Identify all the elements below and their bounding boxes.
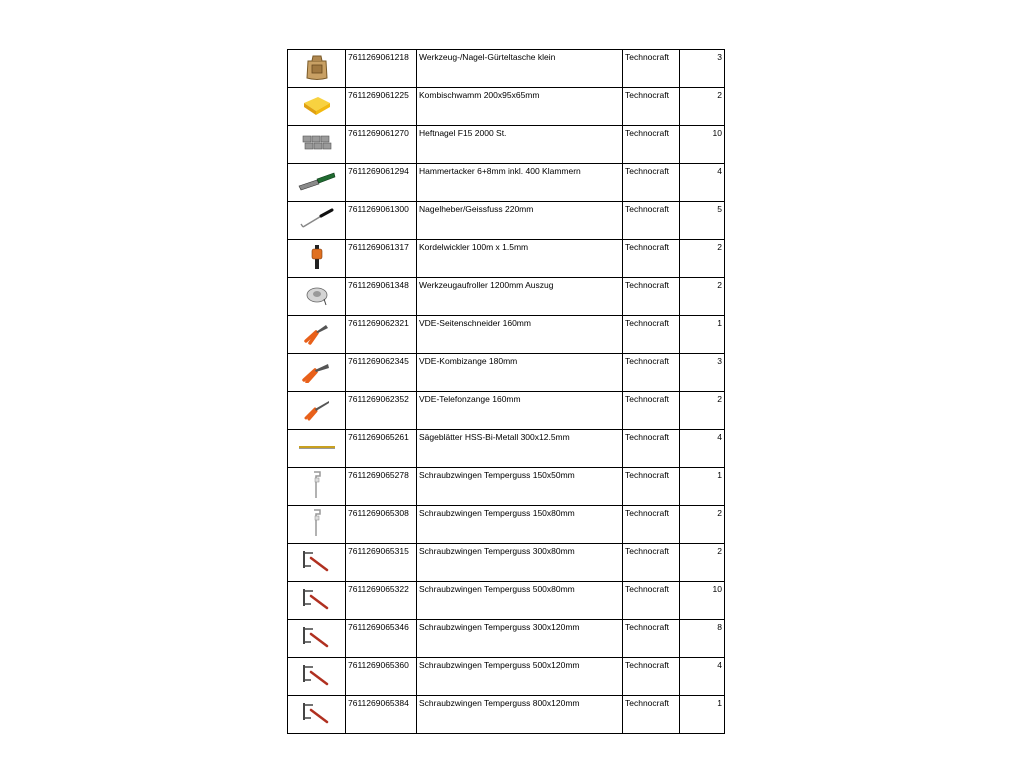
product-image-cell — [288, 582, 346, 620]
description-cell: Schraubzwingen Temperguss 800x120mm — [417, 696, 623, 734]
table-row — [288, 88, 725, 126]
telephone-pliers-icon — [302, 397, 332, 421]
product-image-cell — [288, 468, 346, 506]
ean-cell: 7611269061348 — [346, 278, 417, 316]
ean-cell: 7611269061218 — [346, 50, 417, 88]
quantity-cell: 2 — [680, 240, 725, 278]
table-row — [288, 164, 725, 202]
product-image-cell — [288, 354, 346, 392]
product-image-cell — [288, 50, 346, 88]
table-row — [288, 354, 725, 392]
ean-cell: 7611269065308 — [346, 506, 417, 544]
table-row — [288, 240, 725, 278]
product-table-body — [288, 50, 725, 734]
quantity-cell: 4 — [680, 164, 725, 202]
product-image-cell — [288, 696, 346, 734]
brand-cell: Technocraft — [623, 582, 680, 620]
product-image-cell — [288, 620, 346, 658]
brand-cell: Technocraft — [623, 202, 680, 240]
ean-cell: 7611269061317 — [346, 240, 417, 278]
side-cutter-icon — [302, 321, 332, 345]
quantity-cell: 2 — [680, 392, 725, 430]
ean-cell: 7611269065384 — [346, 696, 417, 734]
product-image-cell — [288, 88, 346, 126]
staples-icon — [301, 132, 333, 154]
ean-cell: 7611269061270 — [346, 126, 417, 164]
table-row — [288, 278, 725, 316]
description-cell: Kordelwickler 100m x 1.5mm — [417, 240, 623, 278]
quantity-cell: 2 — [680, 544, 725, 582]
quantity-cell: 5 — [680, 202, 725, 240]
quantity-cell: 1 — [680, 696, 725, 734]
table-row — [288, 50, 725, 88]
saw-blade-icon — [297, 442, 337, 452]
brand-cell: Technocraft — [623, 354, 680, 392]
description-cell: VDE-Telefonzange 160mm — [417, 392, 623, 430]
description-cell: Schraubzwingen Temperguss 150x80mm — [417, 506, 623, 544]
bar-clamp-icon — [301, 662, 333, 688]
table-row — [288, 620, 725, 658]
nail-puller-icon — [299, 207, 335, 231]
quantity-cell: 8 — [680, 620, 725, 658]
tool-belt-pouch-icon — [304, 53, 330, 81]
quantity-cell: 4 — [680, 658, 725, 696]
brand-cell: Technocraft — [623, 126, 680, 164]
table-row — [288, 506, 725, 544]
small-clamp-icon — [310, 470, 324, 500]
tool-reel-icon — [304, 283, 330, 307]
ean-cell: 7611269065278 — [346, 468, 417, 506]
table-row — [288, 582, 725, 620]
small-clamp-icon — [310, 508, 324, 538]
quantity-cell: 2 — [680, 506, 725, 544]
ean-cell: 7611269065322 — [346, 582, 417, 620]
brand-cell: Technocraft — [623, 278, 680, 316]
description-cell: Schraubzwingen Temperguss 500x120mm — [417, 658, 623, 696]
bar-clamp-icon — [301, 586, 333, 612]
description-cell: VDE-Kombizange 180mm — [417, 354, 623, 392]
quantity-cell: 3 — [680, 50, 725, 88]
brand-cell: Technocraft — [623, 430, 680, 468]
brand-cell: Technocraft — [623, 506, 680, 544]
combination-pliers-icon — [301, 359, 333, 383]
bar-clamp-icon — [301, 700, 333, 726]
bar-clamp-icon — [301, 548, 333, 574]
product-image-cell — [288, 658, 346, 696]
hammer-tacker-icon — [297, 170, 337, 192]
description-cell: Schraubzwingen Temperguss 300x80mm — [417, 544, 623, 582]
quantity-cell: 10 — [680, 582, 725, 620]
brand-cell: Technocraft — [623, 88, 680, 126]
product-image-cell — [288, 278, 346, 316]
table-row — [288, 658, 725, 696]
description-cell: Hammertacker 6+8mm inkl. 400 Klammern — [417, 164, 623, 202]
table-row — [288, 544, 725, 582]
quantity-cell: 1 — [680, 316, 725, 354]
table-row — [288, 430, 725, 468]
product-image-cell — [288, 430, 346, 468]
brand-cell: Technocraft — [623, 240, 680, 278]
brand-cell: Technocraft — [623, 468, 680, 506]
ean-cell: 7611269062345 — [346, 354, 417, 392]
quantity-cell: 2 — [680, 278, 725, 316]
description-cell: Heftnagel F15 2000 St. — [417, 126, 623, 164]
quantity-cell: 1 — [680, 468, 725, 506]
ean-cell: 7611269061225 — [346, 88, 417, 126]
brand-cell: Technocraft — [623, 316, 680, 354]
sponge-icon — [302, 93, 332, 117]
ean-cell: 7611269062321 — [346, 316, 417, 354]
table-row — [288, 316, 725, 354]
quantity-cell: 3 — [680, 354, 725, 392]
description-cell: Kombischwamm 200x95x65mm — [417, 88, 623, 126]
quantity-cell: 4 — [680, 430, 725, 468]
table-row — [288, 468, 725, 506]
brand-cell: Technocraft — [623, 50, 680, 88]
description-cell: Schraubzwingen Temperguss 300x120mm — [417, 620, 623, 658]
product-image-cell — [288, 506, 346, 544]
description-cell: Sägeblätter HSS-Bi-Metall 300x12.5mm — [417, 430, 623, 468]
product-image-cell — [288, 202, 346, 240]
product-image-cell — [288, 164, 346, 202]
cord-winder-icon — [309, 243, 325, 271]
description-cell: Nagelheber/Geissfuss 220mm — [417, 202, 623, 240]
ean-cell: 7611269065315 — [346, 544, 417, 582]
product-image-cell — [288, 240, 346, 278]
product-image-cell — [288, 126, 346, 164]
table-row — [288, 392, 725, 430]
quantity-cell: 2 — [680, 88, 725, 126]
ean-cell: 7611269061294 — [346, 164, 417, 202]
brand-cell: Technocraft — [623, 696, 680, 734]
description-cell: VDE-Seitenschneider 160mm — [417, 316, 623, 354]
bar-clamp-icon — [301, 624, 333, 650]
product-image-cell — [288, 392, 346, 430]
product-image-cell — [288, 544, 346, 582]
brand-cell: Technocraft — [623, 392, 680, 430]
table-row — [288, 696, 725, 734]
description-cell: Werkzeug-/Nagel-Gürteltasche klein — [417, 50, 623, 88]
description-cell: Schraubzwingen Temperguss 150x50mm — [417, 468, 623, 506]
product-image-cell — [288, 316, 346, 354]
ean-cell: 7611269065261 — [346, 430, 417, 468]
brand-cell: Technocraft — [623, 658, 680, 696]
brand-cell: Technocraft — [623, 544, 680, 582]
ean-cell: 7611269062352 — [346, 392, 417, 430]
ean-cell: 7611269065346 — [346, 620, 417, 658]
description-cell: Schraubzwingen Temperguss 500x80mm — [417, 582, 623, 620]
table-row — [288, 202, 725, 240]
brand-cell: Technocraft — [623, 164, 680, 202]
quantity-cell: 10 — [680, 126, 725, 164]
ean-cell: 7611269061300 — [346, 202, 417, 240]
table-row — [288, 126, 725, 164]
description-cell: Werkzeugaufroller 1200mm Auszug — [417, 278, 623, 316]
brand-cell: Technocraft — [623, 620, 680, 658]
ean-cell: 7611269065360 — [346, 658, 417, 696]
product-table — [287, 49, 725, 734]
